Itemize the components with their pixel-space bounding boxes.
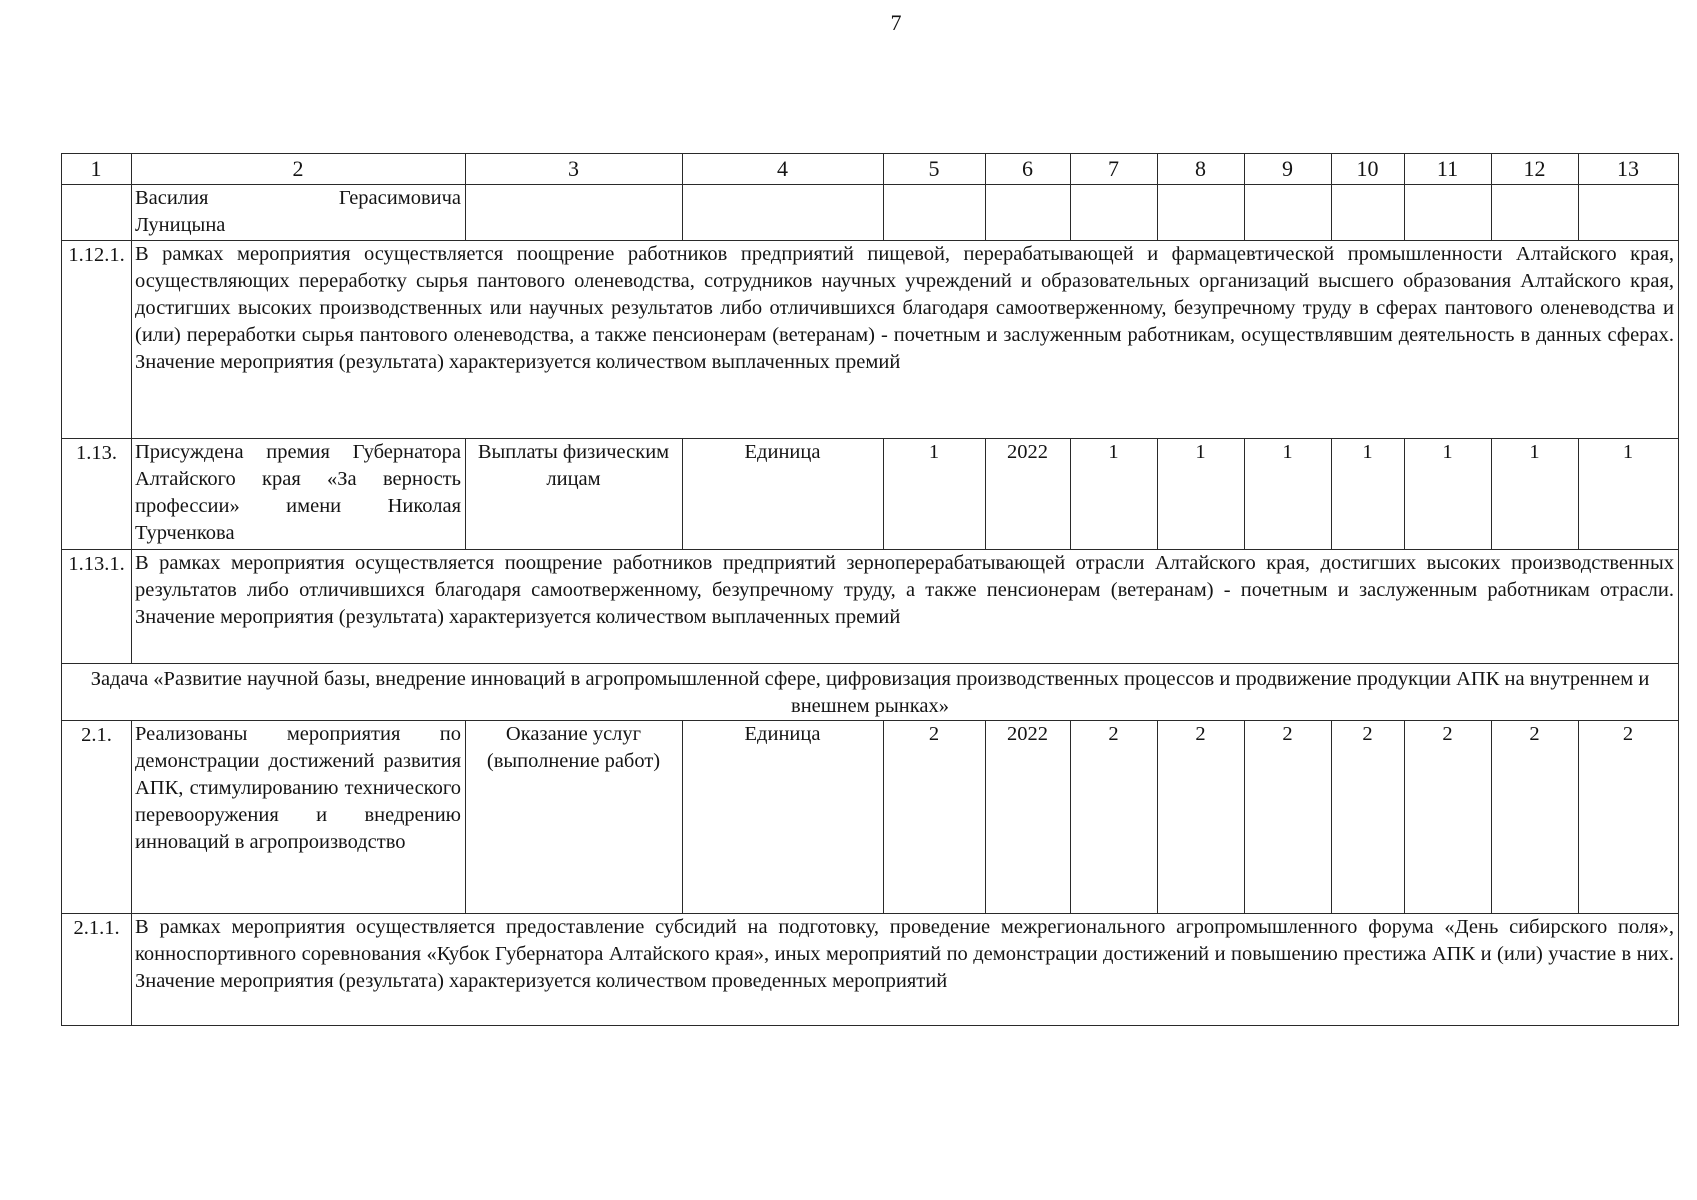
indicator-unit: Единица	[683, 721, 884, 914]
year-value: 1	[1332, 439, 1405, 550]
base-value: 1	[884, 439, 986, 550]
column-number-row	[62, 154, 1679, 185]
year-value: 1	[1492, 439, 1579, 550]
column-number: 4	[683, 154, 884, 185]
column-number: 12	[1492, 154, 1579, 185]
description-row	[62, 550, 1679, 664]
continuation-text	[132, 185, 466, 241]
column-number: 5	[884, 154, 986, 185]
year-value: 2	[1579, 721, 1679, 914]
row-number: 1.13.	[62, 439, 132, 550]
year-value: 1	[1405, 439, 1492, 550]
description-row	[62, 241, 1679, 439]
program-table	[61, 153, 1679, 1026]
task-text: Задача «Развитие научной базы, внедрение инноваций в агропромышленной сфере, цифровизация производственных процессов и продвижение продукции АПК на внутреннем и внешнем рынках»	[62, 664, 1679, 721]
column-number: 3	[466, 154, 683, 185]
column-number: 6	[986, 154, 1071, 185]
year-value: 2	[1071, 721, 1158, 914]
base-year: 2022	[986, 439, 1071, 550]
column-number: 2	[132, 154, 466, 185]
row-number: 1.12.1.	[62, 241, 132, 439]
year-value: 2	[1245, 721, 1332, 914]
column-number: 1	[62, 154, 132, 185]
column-number: 13	[1579, 154, 1679, 185]
column-number: 9	[1245, 154, 1332, 185]
description-text: В рамках мероприятия осуществляется поощрение работников предприятий пищевой, перерабатывающей и фармацевтической промышленности Алтайского края, осуществляющих переработку сырья пантового оленеводства, сотрудников научных учреждений и образовательных организаций высшего образования Алтайского края, достигших высоких производственных или научных результатов либо отличившихся благодаря самоотверженному, безупречному труду в сферах пантового оленеводства и (или) переработки сырья пантового оленеводства, а также пенсионерам (ветеранам) - почетным и заслуженным работникам, осуществлявшим деятельность в данных сферах. Значение мероприятия (результата) характеризуется количеством выплаченных премий	[132, 241, 1679, 439]
base-value: 2	[884, 721, 986, 914]
column-number: 8	[1158, 154, 1245, 185]
year-value: 2	[1332, 721, 1405, 914]
task-row	[62, 664, 1679, 721]
indicator-row	[62, 439, 1679, 550]
description-text: В рамках мероприятия осуществляется поощрение работников предприятий зерноперерабатывающей отрасли Алтайского края, достигших высоких производственных результатов либо отличившихся благодаря самоотверженному, безупречному труду, а также пенсионерам (ветеранам) - почетным и заслуженным работникам отрасли. Значение мероприятия (результата) характеризуется количеством выплаченных премий	[132, 550, 1679, 664]
page-number: 7	[890, 10, 902, 35]
description-text: В рамках мероприятия осуществляется предоставление субсидий на подготовку, проведение межрегионального агропромышленного форума «День сибирского поля», конноспортивного соревнования «Кубок Губернатора Алтайского края», иных мероприятий по демонстрации достижений и повышению престижа АПК и (или) участие в них. Значение мероприятия (результата) характеризуется количеством проведенных мероприятий	[132, 914, 1679, 1026]
row-number: 1.13.1.	[62, 550, 132, 664]
year-value: 2	[1405, 721, 1492, 914]
continuation-line: Луницына	[135, 214, 226, 236]
row-number: 2.1.1.	[62, 914, 132, 1026]
base-year: 2022	[986, 721, 1071, 914]
continuation-line: Василия Герасимовича	[135, 187, 461, 209]
column-number: 10	[1332, 154, 1405, 185]
column-number: 7	[1071, 154, 1158, 185]
indicator-name: Присуждена премия Губернатора Алтайского края «За верность профессии» имени Николая Турченкова	[132, 439, 466, 550]
year-value: 1	[1245, 439, 1332, 550]
row-number: 2.1.	[62, 721, 132, 914]
year-value: 2	[1492, 721, 1579, 914]
column-number: 11	[1405, 154, 1492, 185]
indicator-type: Выплаты физическим лицам	[466, 439, 683, 550]
description-row	[62, 914, 1679, 1026]
indicator-row	[62, 721, 1679, 914]
year-value: 1	[1071, 439, 1158, 550]
year-value: 1	[1158, 439, 1245, 550]
continuation-row	[62, 185, 1679, 241]
indicator-type: Оказание услуг (выполнение работ)	[466, 721, 683, 914]
year-value: 2	[1158, 721, 1245, 914]
indicator-unit: Единица	[683, 439, 884, 550]
indicator-name: Реализованы мероприятия по демонстрации достижений развития АПК, стимулированию технического перевооружения и внедрению инноваций в агропроизводство	[132, 721, 466, 914]
year-value: 1	[1579, 439, 1679, 550]
